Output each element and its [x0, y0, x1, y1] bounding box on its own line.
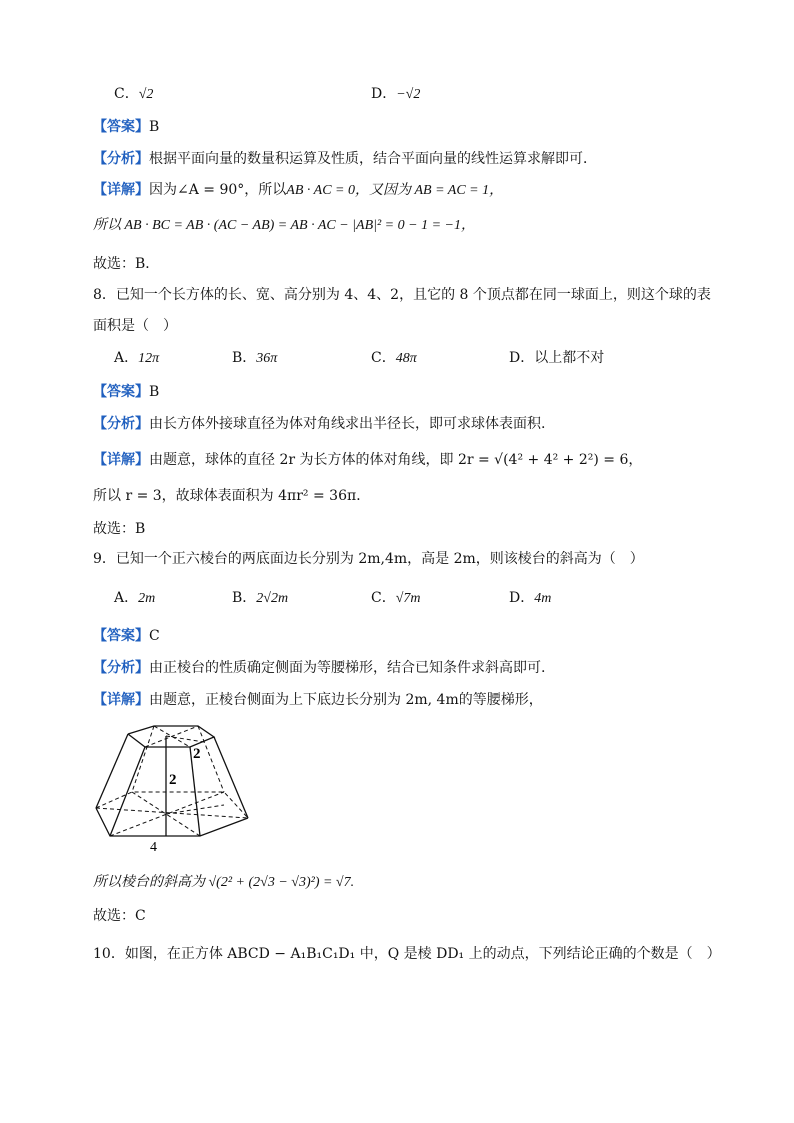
detail-text-b: AB · AC = 0，又因为 AB = AC = 1，	[286, 183, 504, 198]
q9-detail-line-2	[93, 872, 354, 893]
hidden-lateral-1	[132, 726, 154, 792]
q8-option-d-label: D．	[509, 350, 535, 366]
option-d	[371, 84, 420, 105]
detail-text: 由题意，正棱台侧面为上下底边长分别为 2m, 4m的等腰梯形，	[149, 692, 543, 708]
q9-analysis	[93, 658, 545, 678]
hidden-lateral-2	[198, 726, 224, 792]
q7-detail-line-1	[93, 180, 503, 201]
analysis-text: 由正棱台的性质确定侧面为等腰梯形，结合已知条件求斜高即可.	[149, 660, 546, 676]
q8-option-c-value: 48π	[395, 351, 417, 366]
q8-option-b-value: 36π	[256, 351, 278, 366]
detail-text-a: 因为∠A = 90°，所以	[149, 182, 287, 198]
conclusion-text: 故选：B．	[93, 256, 160, 272]
answer-value: B	[149, 119, 160, 135]
analysis-text: 由长方体外接球直径为体对角线求出半径长，即可求球体表面积.	[149, 416, 546, 432]
detail-text: 由题意，球体的直径 2r 为长方体的体对角线，即 2r = √(4² + 4² + 2²) = 6，	[149, 452, 643, 468]
detail-tag: 【详解】	[93, 692, 149, 708]
detail-tag: 【详解】	[93, 452, 149, 468]
lateral-edge-1	[96, 734, 128, 808]
q9-option-a-value: 2m	[138, 591, 156, 606]
q8-option-b	[232, 348, 277, 369]
analysis-tag: 【分析】	[93, 151, 149, 167]
detail-text-2: 所以 r = 3，故球体表面积为 4πr² = 36π．	[93, 488, 371, 504]
option-c-label: C．	[114, 86, 139, 102]
analysis-tag: 【分析】	[93, 416, 149, 432]
q8-option-d	[509, 348, 604, 368]
option-c	[114, 84, 153, 105]
q8-option-a	[114, 348, 159, 369]
q9-option-d-label: D．	[509, 590, 535, 606]
q8-detail-line-2	[93, 486, 370, 506]
q8-analysis	[93, 414, 545, 434]
answer-tag: 【答案】	[93, 384, 149, 400]
q9-option-a	[114, 588, 155, 609]
hexagonal-frustum-figure	[92, 720, 262, 852]
lateral-edge-2	[110, 747, 145, 836]
q8-conclusion	[93, 519, 145, 539]
q8-stem-line-2	[93, 316, 177, 336]
q8-answer	[93, 382, 159, 402]
q9-option-c-value: √7m	[395, 591, 421, 606]
height-label: 2	[169, 772, 177, 788]
q9-option-b-value: 2√2m	[256, 591, 289, 606]
q8-detail-line-1	[93, 450, 642, 470]
q8-option-d-value: 以上都不对	[534, 350, 605, 366]
conclusion-text: 故选：B	[93, 521, 146, 537]
q9-conclusion	[93, 906, 146, 926]
q9-option-a-label: A．	[114, 590, 139, 606]
answer-value: B	[149, 384, 160, 400]
q10-stem-text: 10．如图，在正方体 ABCD − A₁B₁C₁D₁ 中，Q 是棱 DD₁ 上的动点，下列结论正确的个数是（ ）	[93, 946, 721, 962]
q8-stem-2: 面积是（ ）	[93, 318, 177, 334]
q9-answer	[93, 626, 160, 646]
q9-detail-line-1	[93, 690, 543, 710]
q8-stem-1: 8．已知一个长方体的长、宽、高分别为 4、4、2，且它的 8 个顶点都在同一球面上，则这个球的表	[93, 287, 711, 303]
q8-option-b-label: B．	[232, 350, 257, 366]
q9-stem-text: 9．已知一个正六棱台的两底面边长分别为 2m,4m，高是 2m，则该棱台的斜高为（ ）	[93, 551, 644, 567]
analysis-tag: 【分析】	[93, 660, 149, 676]
q9-option-d	[509, 588, 551, 609]
q8-option-a-label: A．	[114, 350, 139, 366]
q7-detail-line-2	[93, 215, 475, 236]
slant-height-base	[166, 805, 224, 814]
option-c-value: √2	[138, 87, 154, 102]
q9-stem	[93, 549, 644, 569]
slant-label: 2	[193, 746, 201, 762]
answer-value: C	[149, 628, 160, 644]
q9-option-b	[232, 588, 288, 609]
bottom-label: 4	[150, 840, 157, 852]
detail-formula: 所以 AB · BC = AB · (AC − AB) = AB · AC − |AB|² = 0 − 1 = −1，	[93, 218, 475, 233]
q9-option-c-label: C．	[371, 590, 396, 606]
answer-tag: 【答案】	[93, 628, 149, 644]
answer-tag: 【答案】	[93, 119, 149, 135]
q7-answer	[93, 117, 159, 137]
q8-option-c	[371, 348, 417, 369]
q9-option-d-value: 4m	[534, 591, 552, 606]
q7-analysis	[93, 149, 597, 169]
q9-option-b-label: B．	[232, 590, 257, 606]
detail-tag: 【详解】	[93, 182, 149, 198]
q8-option-a-value: 12π	[138, 351, 160, 366]
option-d-label: D．	[371, 86, 397, 102]
analysis-text: 根据平面向量的数量积运算及性质，结合平面向量的线性运算求解即可．	[149, 151, 597, 167]
lateral-edge-4	[214, 737, 248, 818]
q10-stem	[93, 944, 721, 964]
detail-formula: 所以棱台的斜高为 √(2² + (2√3 − √3)²) = √7.	[93, 875, 355, 890]
q7-conclusion	[93, 254, 159, 274]
conclusion-text: 故选：C	[93, 908, 146, 924]
q8-option-c-label: C．	[371, 350, 396, 366]
q8-stem-line-1	[93, 285, 711, 305]
option-d-value: −√2	[396, 87, 421, 102]
q9-option-c	[371, 588, 421, 609]
